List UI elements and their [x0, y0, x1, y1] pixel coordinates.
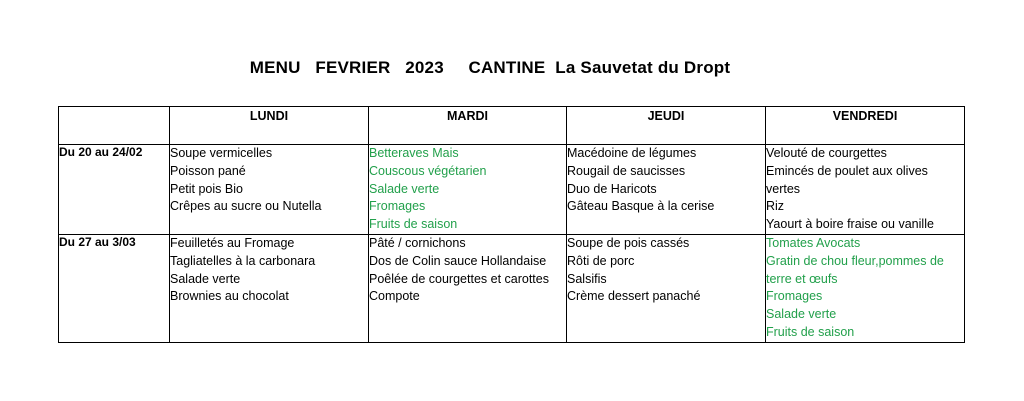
menu-item: Petit pois Bio — [170, 181, 243, 196]
week-label: Du 20 au 24/02 — [59, 145, 170, 235]
menu-item: Gâteau Basque à la cerise — [567, 199, 715, 214]
menu-item: Yaourt à boire fraise ou vanille — [766, 217, 934, 232]
menu-item: Duo de Haricots — [567, 181, 657, 196]
page-title: MENU FEVRIER 2023 CANTINE La Sauvetat du Dropt — [249, 58, 731, 77]
menu-item: Rôti de porc — [567, 253, 635, 268]
menu-item: Fruits de saison — [766, 324, 855, 339]
menu-item: Poêlée de courgettes et carottes — [369, 271, 549, 286]
menu-item: Crème dessert panaché — [567, 289, 701, 304]
menu-item: Feuilletés au Fromage — [170, 235, 295, 250]
menu-item: Fromages — [766, 289, 823, 304]
menu-cell-jeudi — [567, 234, 766, 342]
menu-item: Pâté / cornichons — [369, 235, 466, 250]
menu-item: Soupe vermicelles — [170, 146, 273, 160]
menu-item: Crêpes au sucre ou Nutella — [170, 199, 322, 214]
header-lundi: LUNDI — [170, 107, 369, 145]
menu-item: Fromages — [369, 199, 426, 214]
menu-item: Poisson pané — [170, 163, 246, 178]
menu-item: Gratin de chou fleur,pommes de terre et œufs — [766, 253, 944, 286]
week-label: Du 27 au 3/03 — [59, 234, 170, 342]
week-row-1 — [59, 145, 965, 235]
header-vendredi: VENDREDI — [766, 107, 965, 145]
menu-item: Salsifis — [567, 271, 607, 286]
menu-item: Tagliatelles à la carbonara — [170, 253, 316, 268]
header-mardi: MARDI — [369, 107, 567, 145]
menu-table — [58, 106, 965, 343]
menu-item: Fruits de saison — [369, 217, 458, 232]
menu-item: Rougail de saucisses — [567, 163, 686, 178]
menu-item: Velouté de courgettes — [766, 146, 887, 160]
menu-item: Salade verte — [170, 271, 241, 286]
menu-item: Soupe de pois cassés — [567, 235, 690, 250]
menu-cell-lundi — [170, 145, 369, 235]
menu-item: Riz — [766, 199, 785, 214]
menu-item: Compote — [369, 289, 420, 304]
menu-cell-jeudi — [567, 145, 766, 235]
menu-cell-vendredi — [766, 234, 965, 342]
menu-item: Betteraves Mais — [369, 146, 459, 160]
header-row — [59, 107, 965, 145]
week-row-2 — [59, 234, 965, 342]
header-empty — [59, 107, 170, 145]
header-jeudi: JEUDI — [567, 107, 766, 145]
menu-item: Brownies au chocolat — [170, 289, 289, 304]
menu-item: Dos de Colin sauce Hollandaise — [369, 253, 547, 268]
menu-item: Salade verte — [766, 307, 837, 322]
menu-cell-mardi — [369, 145, 567, 235]
menu-cell-vendredi — [766, 145, 965, 235]
menu-cell-lundi — [170, 234, 369, 342]
menu-item: Emincés de poulet aux olives vertes — [766, 163, 928, 196]
menu-item: Couscous végétarien — [369, 163, 487, 178]
menu-item: Tomates Avocats — [766, 235, 861, 250]
menu-item: Salade verte — [369, 181, 440, 196]
menu-item: Macédoine de légumes — [567, 146, 697, 160]
menu-cell-mardi — [369, 234, 567, 342]
